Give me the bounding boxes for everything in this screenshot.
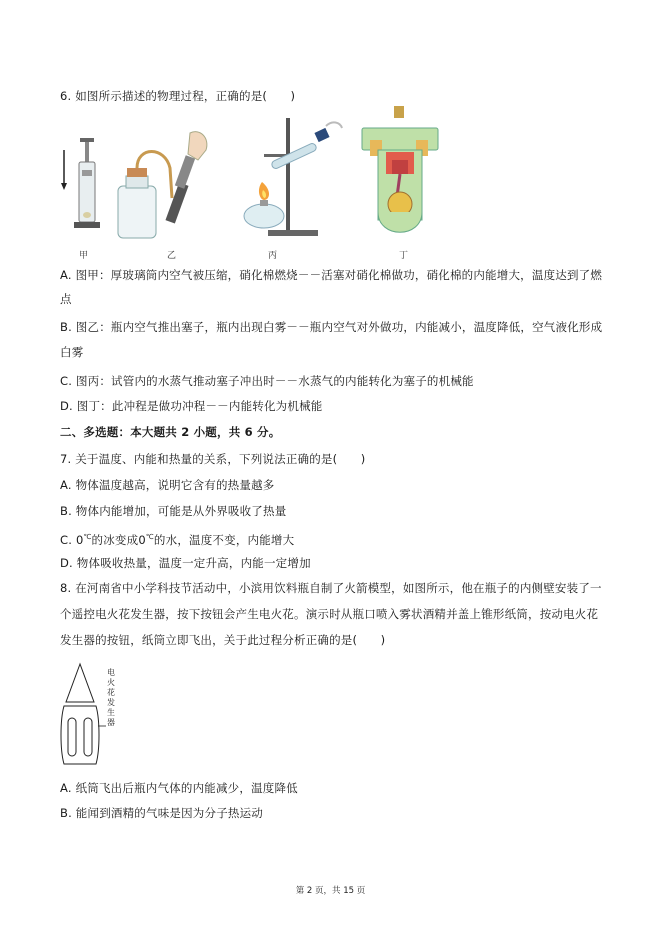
q7-option-c-prefix: C. 0 [60,533,84,547]
figure-jia-compression-cylinder [58,130,108,240]
section-heading-multi-choice: 二、多选题：本大题共 2 小题，共 6 分。 [60,425,281,439]
q7-option-d: D. 物体吸收热量，温度一定升高，内能一定增加 [60,556,311,570]
q7-option-a: A. 物体温度越高，说明它含有的热量越多 [60,478,275,492]
q6-option-b-line1: B. 图乙：瓶内空气推出塞子，瓶内出现白雾－－瓶内空气对外做功，内能减小，温度降低，空气液化形成 [60,320,603,334]
q6-option-a-line2: 点 [60,292,72,306]
degree-symbol-1: ℃ [83,533,92,541]
label-char: 发 [107,698,115,707]
page-footer: 第 2 页，共 15 页 [295,886,366,896]
degree-symbol-2: ℃ [145,533,154,541]
caption-jia: 甲 [79,251,89,261]
label-char: 花 [107,688,115,697]
question-6-stem: 6. 如图所示描述的物理过程，正确的是( ) [60,89,296,103]
q6-option-d: D. 图丁：此冲程是做功冲程－－内能转化为机械能 [60,399,323,413]
caption-yi: 乙 [167,251,177,261]
q8-option-a: A. 纸筒飞出后瓶内气体的内能减少，温度降低 [60,781,298,795]
label-char: 火 [107,678,115,687]
q7-option-c [60,529,294,548]
q6-option-a-line1: A. 图甲：厚玻璃筒内空气被压缩，硝化棉燃烧－－活塞对硝化棉做功，硝化棉的内能增大，温度达到了燃 [60,268,603,282]
q6-option-b-line2: 白雾 [60,345,84,359]
label-char: 生 [107,708,115,717]
question-8-stem-line2: 个遥控电火花发生器，按下按钮会产生电火花。演示时从瓶口喷入雾状酒精并盖上锥形纸筒，按动电火花 [60,607,599,621]
label-char: 器 [107,718,115,727]
question-8-stem-line3: 发生器的按钮，纸筒立即飞出，关于此过程分析正确的是( ) [60,633,386,647]
q7-option-c-suffix: 的水，温度不变，内能增大 [153,533,295,547]
spark-generator-label [107,668,117,728]
figure-bing-test-tube-stand [228,112,353,244]
q6-option-c: C. 图丙：试管内的水蒸气推动塞子冲出时－－水蒸气的内能转化为塞子的机械能 [60,374,474,388]
question-7-stem: 7. 关于温度、内能和热量的关系，下列说法正确的是( ) [60,452,366,466]
figure-yi-bottle-pump [110,128,230,243]
question-8-stem-line1: 8. 在河南省中小学科技节活动中，小滨用饮料瓶自制了火箭模型，如图所示，他在瓶子的内侧壁安装了一 [60,581,602,595]
figure-ding-engine-stroke [356,104,446,244]
caption-bing: 丙 [268,251,278,261]
q7-option-c-middle: 的冰变成0 [91,533,146,547]
label-char: 电 [107,668,115,677]
caption-ding: 丁 [399,251,409,261]
q7-option-b: B. 物体内能增加，可能是从外界吸收了热量 [60,504,287,518]
q8-option-b: B. 能闻到酒精的气味是因为分子热运动 [60,806,263,820]
